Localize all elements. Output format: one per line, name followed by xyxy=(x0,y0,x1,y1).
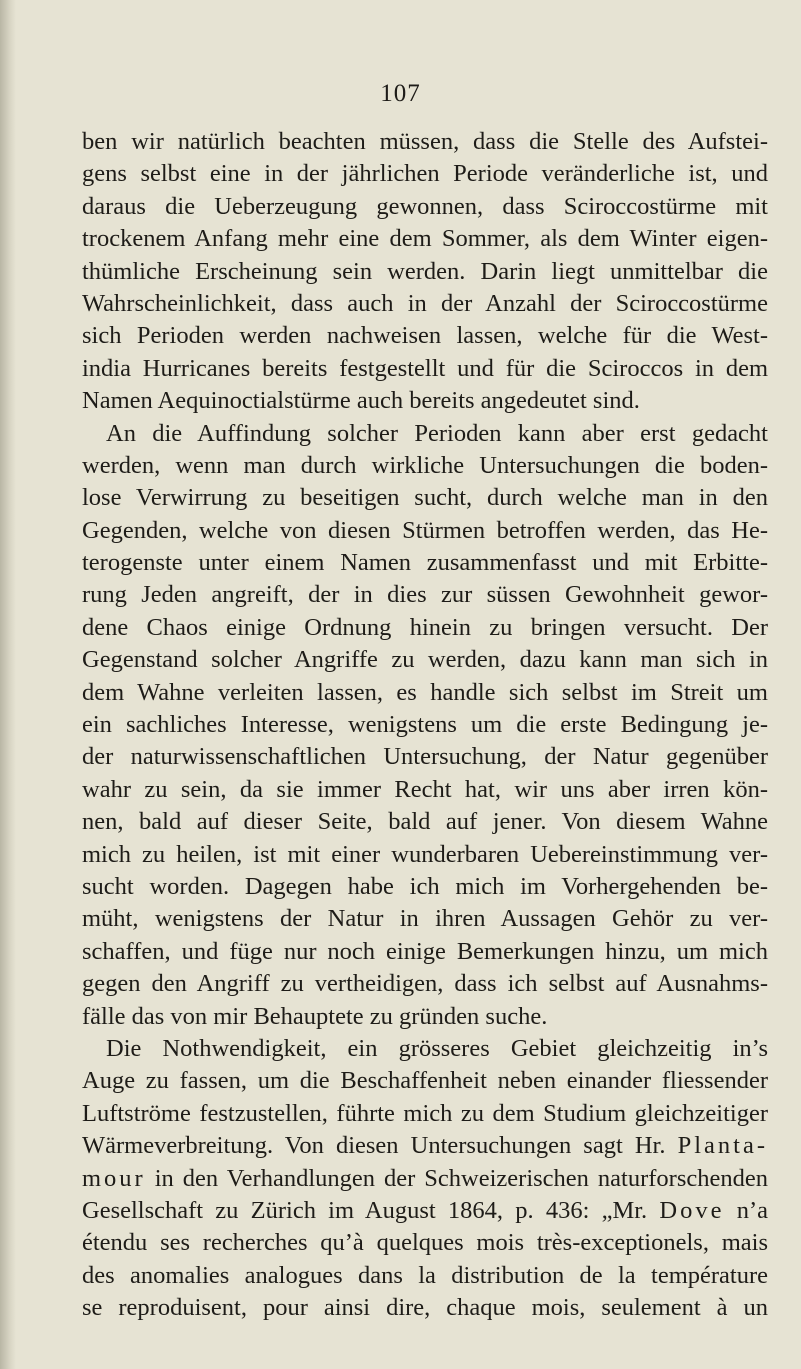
text-line: dene Chaos einige Ordnung hinein zu bringen versucht. Der xyxy=(82,613,768,641)
body-text xyxy=(82,126,768,1324)
text-run: in den Verhandlungen der Schweizerischen naturforschenden xyxy=(145,1164,768,1192)
text-run: Gesellschaft zu Zürich im August 1864, p. 436: „Mr. xyxy=(82,1196,660,1224)
text-line: terogenste unter einem Namen zusammenfasst und mit Erbitte- xyxy=(82,549,768,577)
text-line: se reproduisent, pour ainsi dire, chaque mois, seulement à un xyxy=(82,1294,768,1322)
text-line xyxy=(82,1195,768,1227)
paragraph-start-line: An die Auffindung solcher Perioden kann aber erst gedacht xyxy=(106,419,768,447)
text-line: ein sachliches Interesse, wenigstens um die erste Bedingung je- xyxy=(82,711,768,739)
text-run: Wärmeverbreitung. Von diesen Untersuchungen sagt Hr. xyxy=(82,1132,678,1160)
text-line: lose Verwirrung zu beseitigen sucht, durch welche man in den xyxy=(82,484,768,512)
paragraph-start-line: Die Nothwendigkeit, ein grösseres Gebiet gleichzeitig in’s xyxy=(106,1034,768,1062)
text-line: india Hurricanes bereits festgestellt und für die Sciroccos in dem xyxy=(82,354,768,382)
text-line: werden, wenn man durch wirkliche Untersuchungen die boden- xyxy=(82,451,768,479)
text-line: müht, wenigstens der Natur in ihren Aussagen Gehör zu ver- xyxy=(82,905,768,933)
text-line: nen, bald auf dieser Seite, bald auf jener. Von diesem Wahne xyxy=(82,808,768,836)
text-run: n’a xyxy=(724,1196,768,1224)
text-line: trockenem Anfang mehr eine dem Sommer, als dem Winter eigen- xyxy=(82,225,768,253)
text-line: Gegenden, welche von diesen Stürmen betroffen werden, das He- xyxy=(82,516,768,544)
text-line: Gegenstand solcher Angriffe zu werden, dazu kann man sich in xyxy=(82,646,768,674)
text-line: sich Perioden werden nachweisen lassen, welche für die West- xyxy=(82,322,768,350)
text-line: dem Wahne verleiten lassen, es handle sich selbst im Streit um xyxy=(82,678,768,706)
spaced-name: Planta- xyxy=(677,1132,768,1160)
text-line: sucht worden. Dagegen habe ich mich im Vorhergehenden be- xyxy=(82,872,768,900)
text-line: thümliche Erscheinung sein werden. Darin liegt unmittelbar die xyxy=(82,257,768,285)
page-number: 107 xyxy=(380,80,421,107)
text-line: ben wir natürlich beachten müssen, dass die Stelle des Aufstei- xyxy=(82,128,768,155)
text-line: daraus die Ueberzeugung gewonnen, dass Sciroccostürme mit xyxy=(82,192,768,220)
text-line: schaffen, und füge nur noch einige Bemerkungen hinzu, um mich xyxy=(82,937,768,965)
text-line xyxy=(82,1163,768,1195)
spaced-name: Dove xyxy=(659,1196,725,1224)
text-line xyxy=(82,1130,768,1162)
text-line: rung Jeden angreift, der in dies zur süssen Gewohnheit gewor- xyxy=(82,581,768,609)
text-line: Wahrscheinlichkeit, dass auch in der Anzahl der Sciroccostürme xyxy=(82,289,768,317)
text-line: wahr zu sein, da sie immer Recht hat, wir uns aber irren kön- xyxy=(82,775,768,803)
text-line: Luftströme festzustellen, führte mich zu dem Studium gleichzeitiger xyxy=(82,1099,768,1127)
text-line: der naturwissenschaftlichen Untersuchung, der Natur gegenüber xyxy=(82,743,768,771)
page-binding-edge xyxy=(0,0,16,1369)
text-line: gegen den Angriff zu vertheidigen, dass ich selbst auf Ausnahms- xyxy=(82,970,768,998)
text-line: des anomalies analogues dans la distribution de la température xyxy=(82,1261,768,1289)
spaced-name: mour xyxy=(82,1164,146,1192)
text-line: Auge zu fassen, um die Beschaffenheit neben einander fliessender xyxy=(82,1067,768,1095)
text-line: gens selbst eine in der jährlichen Periode veränderliche ist, und xyxy=(82,160,768,188)
text-line: fälle das von mir Behauptete zu gründen suche. xyxy=(82,1002,548,1030)
text-line: Namen Aequinoctialstürme auch bereits angedeutet sind. xyxy=(82,387,640,415)
text-line: mich zu heilen, ist mit einer wunderbaren Uebereinstimmung ver- xyxy=(82,840,768,868)
text-line: étendu ses recherches qu’à quelques mois très-exceptionels, mais xyxy=(82,1229,768,1257)
